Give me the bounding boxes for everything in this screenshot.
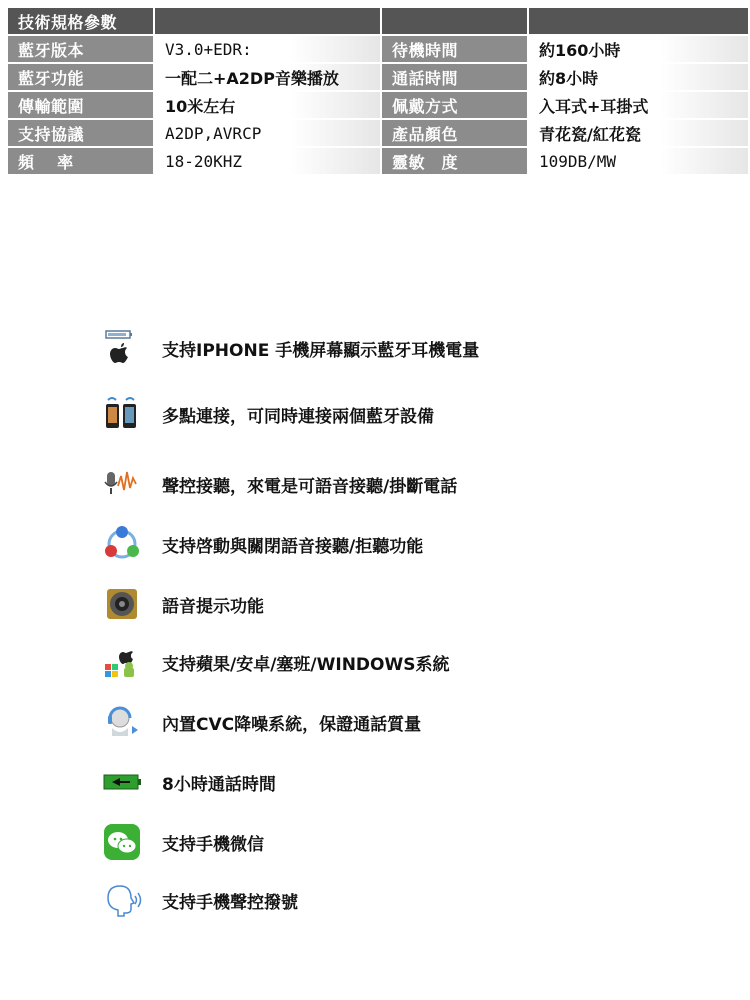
- feature-item: [100, 762, 276, 802]
- spec-label: 產品顏色: [382, 120, 527, 146]
- wechat-icon: [100, 822, 144, 862]
- feature-text: 聲控接聽，來電是可語音接聽/掛斷電話: [162, 476, 458, 497]
- spec-value: 青花瓷/紅花瓷: [529, 120, 748, 146]
- spec-label: 通話時間: [382, 64, 527, 90]
- spec-value: 約8小時: [529, 64, 748, 90]
- spec-value: 入耳式+耳掛式: [529, 92, 748, 118]
- iphone-battery-icon: [100, 328, 144, 368]
- feature-text: 支持手機微信: [162, 834, 264, 855]
- spec-value: 109DB/MW: [529, 148, 748, 174]
- feature-text: 支持IPHONE 手機屏幕顯示藍牙耳機電量: [162, 340, 480, 361]
- spec-value: 18-20KHZ: [155, 148, 380, 174]
- spec-label: 頻 率: [8, 148, 153, 174]
- spec-value: V3.0+EDR:: [155, 36, 380, 62]
- spec-header-cell: [155, 8, 380, 34]
- spec-row: [8, 92, 748, 118]
- feature-item: [100, 880, 298, 920]
- spec-header-cell: [382, 8, 527, 34]
- feature-item: [100, 524, 423, 564]
- feature-text: 語音提示功能: [162, 596, 264, 617]
- spec-label: 支持協議: [8, 120, 153, 146]
- feature-text: 支持手機聲控撥號: [162, 892, 298, 913]
- feature-item: [100, 822, 264, 862]
- feature-text: 支持蘋果/安卓/塞班/WINDOWS系統: [162, 654, 450, 675]
- spec-header-row: [8, 8, 748, 34]
- spec-label: 靈敏 度: [382, 148, 527, 174]
- spec-value: A2DP,AVRCP: [155, 120, 380, 146]
- spec-label: 待機時間: [382, 36, 527, 62]
- spec-value: 一配二+A2DP音樂播放: [155, 64, 380, 90]
- feature-item: [100, 394, 434, 434]
- spec-label: 藍牙版本: [8, 36, 153, 62]
- cvc-headset-icon: [100, 702, 144, 742]
- speaker-icon: [100, 584, 144, 624]
- spec-label: 佩戴方式: [382, 92, 527, 118]
- battery-icon: [100, 762, 144, 802]
- feature-text: 8小時通話時間: [162, 774, 276, 795]
- feature-item: [100, 328, 479, 368]
- feature-text: 支持啓動與關閉語音接聽/拒聽功能: [162, 536, 424, 557]
- spec-table: [6, 6, 750, 176]
- voice-dial-icon: [100, 880, 144, 920]
- feature-item: [100, 464, 457, 504]
- feature-item: [100, 584, 264, 624]
- feature-item: [100, 702, 421, 742]
- os-platforms-icon: [100, 642, 144, 682]
- spec-header: 技術規格參數: [8, 8, 153, 34]
- spec-header-cell: [529, 8, 748, 34]
- multipoint-phones-icon: [100, 394, 144, 434]
- spec-row: [8, 120, 748, 146]
- network-toggle-icon: [100, 524, 144, 564]
- spec-row: [8, 64, 748, 90]
- spec-value: 10米左右: [155, 92, 380, 118]
- spec-value: 約160小時: [529, 36, 748, 62]
- spec-label: 藍牙功能: [8, 64, 153, 90]
- feature-text: 多點連接，可同時連接兩個藍牙設備: [162, 406, 434, 427]
- spec-label: 傳輸範圍: [8, 92, 153, 118]
- feature-text: 內置CVC降噪系統，保證通話質量: [162, 714, 422, 735]
- spec-row: [8, 148, 748, 174]
- feature-item: [100, 642, 450, 682]
- spec-row: [8, 36, 748, 62]
- voice-control-icon: [100, 464, 144, 504]
